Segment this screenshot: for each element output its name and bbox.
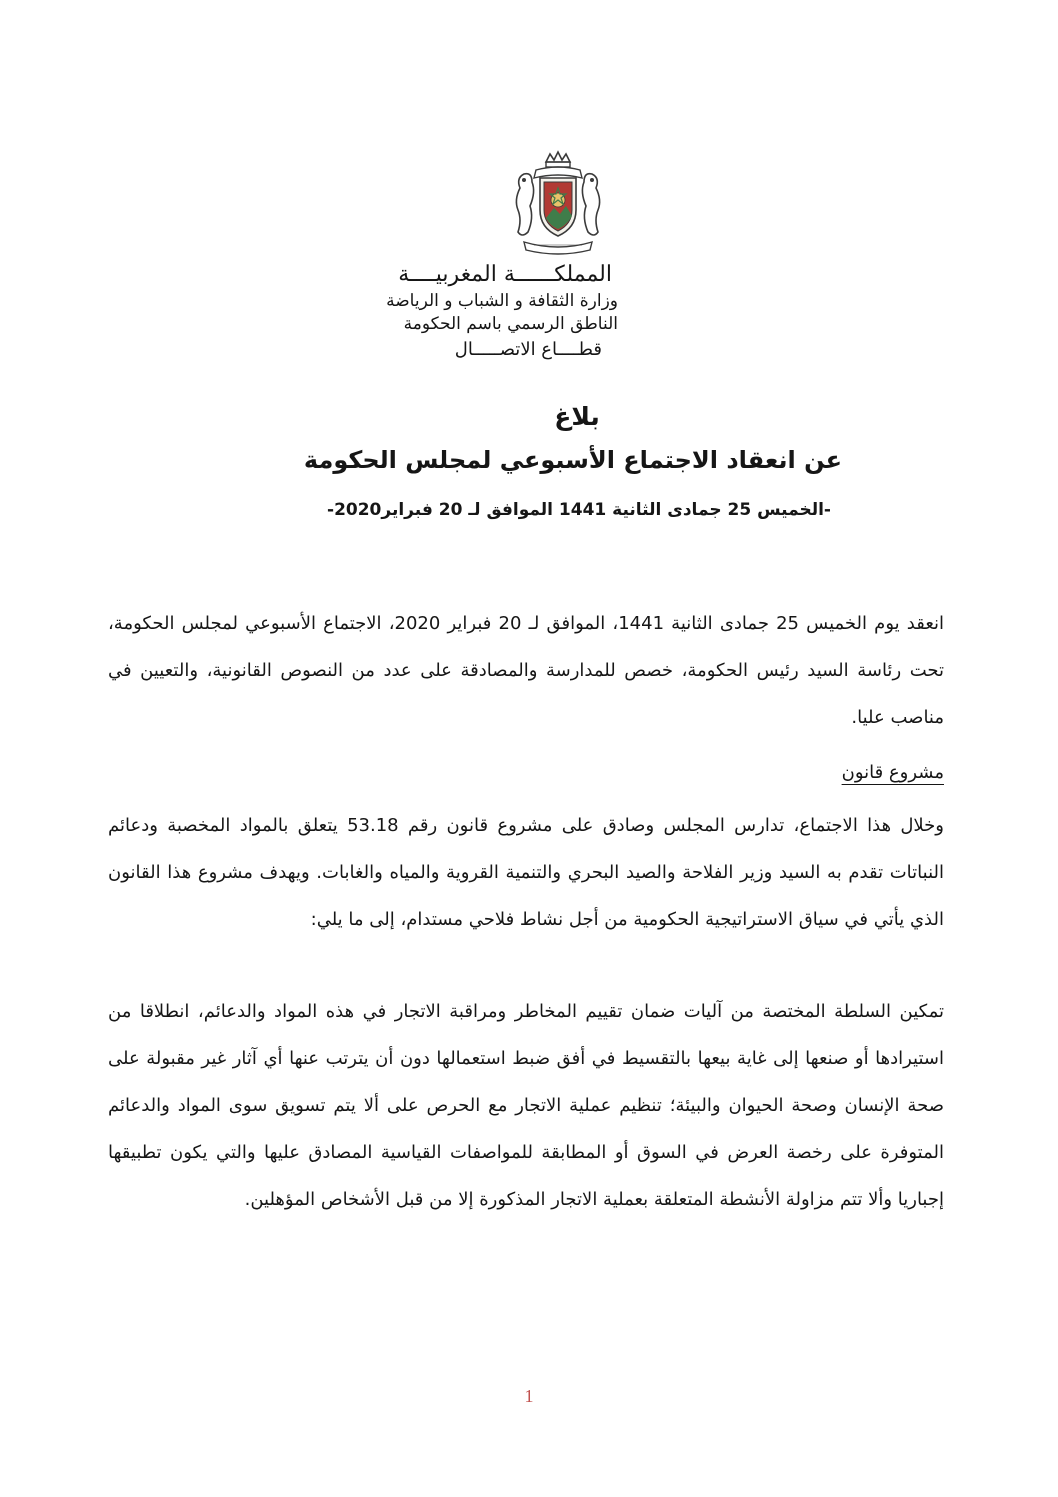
document-subtitle: عن انعقاد الاجتماع الأسبوعي لمجلس الحكومة [303, 446, 843, 474]
document-title: بلاغ [554, 402, 600, 431]
bill-paragraph: وخلال هذا الاجتماع، تدارس المجلس وصادق على مشروع قانون رقم 53.18 يتعلق بالمواد المخصبة ودعائم النباتات تقدم به السيد وزير الفلاحة والصيد البحري والتنمية القروية والمياه والغابات. ويهدف مشروع هذا القانون الذي يأتي في سياق الاستراتيجية الحكومية من أجل نشاط فلاحي مستدام، إلى ما يلي: [108, 815, 944, 930]
coat-of-arms-icon [510, 148, 606, 258]
meeting-date: -الخميس 25 جمادى الثانية 1441 الموافق لـ 20 فبراير2020- [327, 500, 831, 520]
section-heading: مشروع قانون [841, 762, 944, 783]
intro-paragraph: انعقد يوم الخميس 25 جمادى الثانية 1441، الموافق لـ 20 فبراير 2020، الاجتماع الأسبوعي لمجلس الحكومة، تحت رئاسة السيد رئيس الحكومة، خصص للمدارسة والمصادقة على عدد من النصوص القانونية، والتعيين في مناصب عليا. [108, 613, 945, 728]
spokesperson-title: الناطق الرسمي باسم الحكومة [403, 314, 618, 334]
sector-name: قطــــاع الاتصـــــال [454, 339, 602, 360]
ministry-header [298, 260, 618, 364]
kingdom-name: المملكــــــة المغربيــــة [398, 262, 612, 287]
page-number: 1 [524, 1386, 534, 1406]
objectives-paragraph: تمكين السلطة المختصة من آليات ضمان تقييم المخاطر ومراقبة الاتجار في هذه المواد والدعائم، انطلاقا من استيرادها أو صنعها إلى غاية بيعها بالتقسيط في أفق ضبط استعمالها دون أن يترتب عنها أي آثار غير مقبولة على صحة الإنسان وصحة الحيوان والبيئة؛ تنظيم عملية الاتجار مع الحرص على ألا يتم تسويق سوى المواد والدعائم المتوفرة على رخصة العرض في السوق أو المطابقة للمواصفات القياسية المصادق عليها والتي يكون تطبيقها إجباريا وألا تتم مزاولة الأنشطة المتعلقة بعملية الاتجار المذكورة إلا من قبل الأشخاص المؤهلين. [108, 1001, 944, 1210]
ministry-name: وزارة الثقافة و الشباب و الرياضة [386, 291, 618, 311]
